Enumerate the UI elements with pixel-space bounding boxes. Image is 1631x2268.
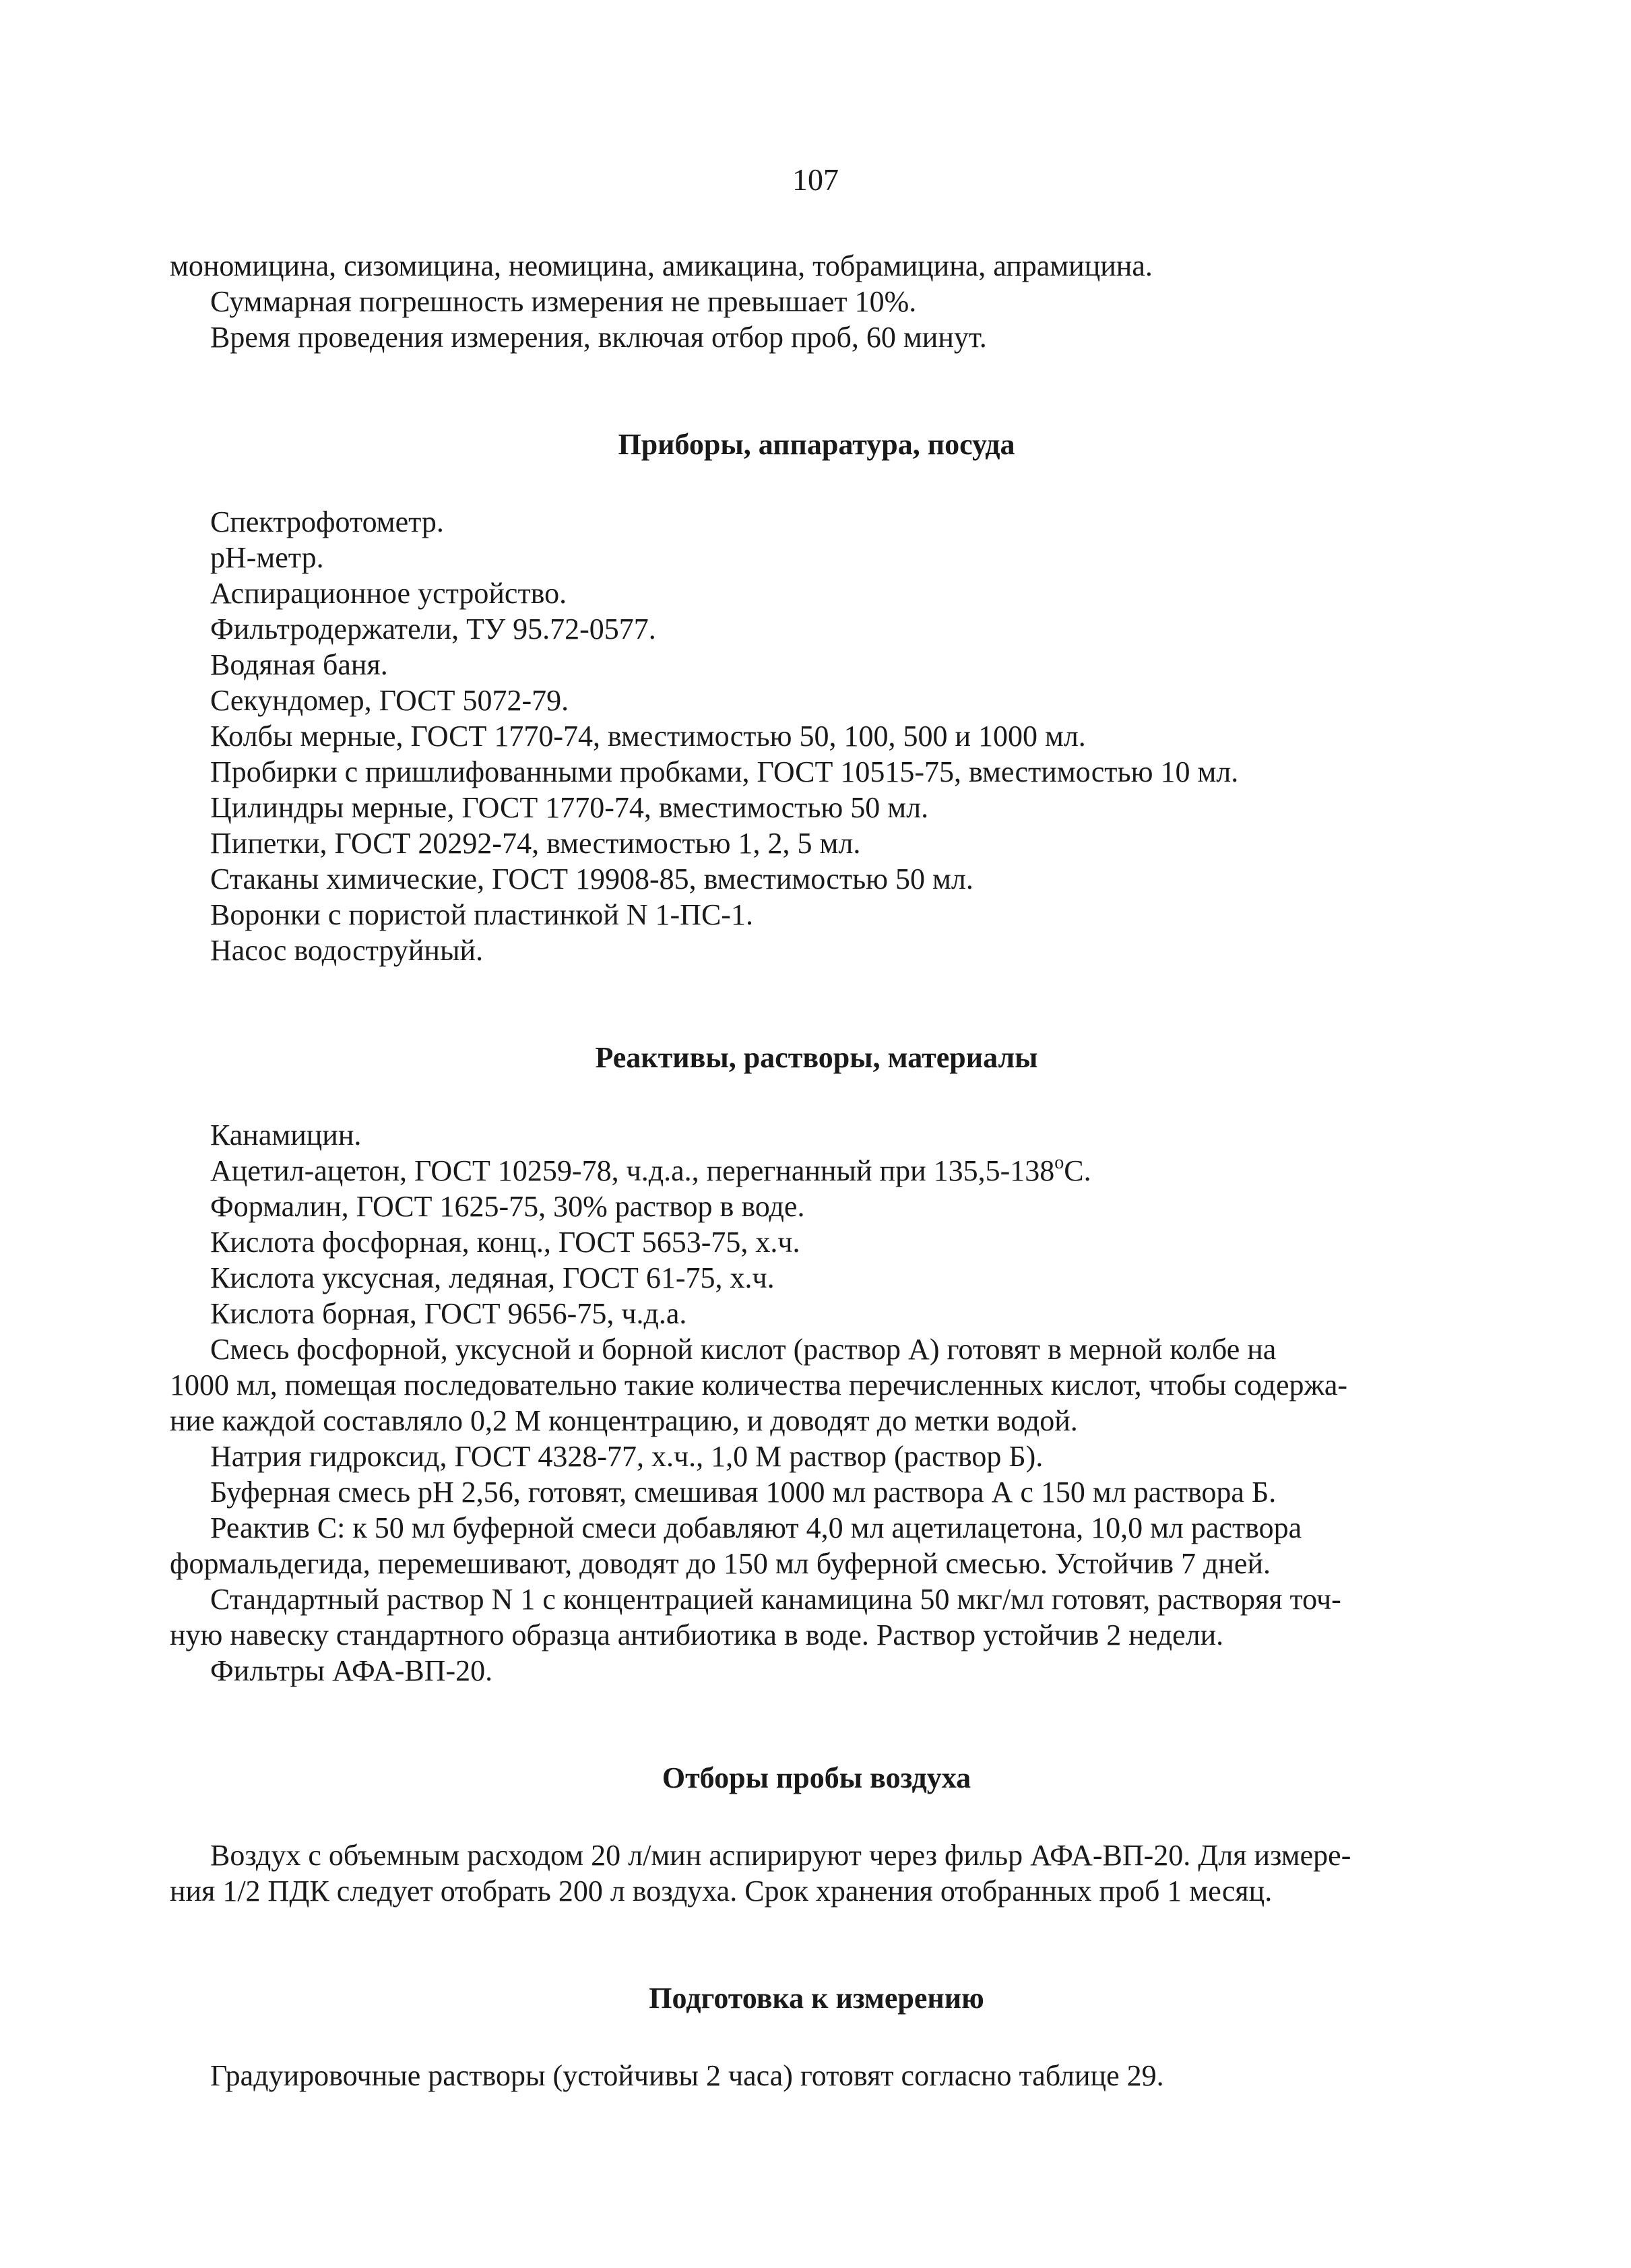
equipment-item: Пипетки, ГОСТ 20292-74, вместимостью 1, 2, 5 мл. xyxy=(210,827,861,860)
equipment-item: Колбы мерные, ГОСТ 1770-74, вместимостью 50, 100, 500 и 1000 мл. xyxy=(210,720,1086,753)
section-title-reagents: Реактивы, растворы, материалы xyxy=(595,1041,1038,1074)
spacer xyxy=(170,968,1463,1040)
reagent-text: Ацетил-ацетон, ГОСТ 10259-78, ч.д.а., перегнанный при 135,5-138 xyxy=(210,1154,1055,1187)
paragraph-line: формальдегида, перемешивают, доводят до 150 мл буферной смесью. Устойчив 7 дней. xyxy=(170,1547,1271,1580)
degree-sign: о xyxy=(1054,1152,1064,1173)
paragraph-line: Воздух с объемным расходом 20 л/мин аспирируют через фильр АФА-ВП-20. Для измере- xyxy=(210,1839,1351,1872)
reagent-item: Формалин, ГОСТ 1625-75, 30% раствор в воде. xyxy=(210,1190,805,1223)
page-content xyxy=(170,248,1463,2093)
intro-line: Суммарная погрешность измерения не превышает 10%. xyxy=(210,285,917,318)
equipment-item: pH-метр. xyxy=(210,541,324,574)
page-number: 107 xyxy=(792,162,839,197)
reagent-item: Фильтры АФА-ВП-20. xyxy=(210,1654,493,1687)
paragraph-standard xyxy=(170,1581,1463,1653)
equipment-item: Пробирки с пришлифованными пробками, ГОСТ 10515-75, вместимостью 10 мл. xyxy=(210,755,1239,788)
spacer xyxy=(170,2016,1463,2058)
spacer xyxy=(170,355,1463,427)
paragraph-line: Стандартный раствор N 1 с концентрацией канамицина 50 мкг/мл готовят, растворяя точ- xyxy=(210,1583,1341,1616)
paragraph-mixture xyxy=(170,1331,1463,1439)
equipment-item: Фильтродержатели, ТУ 95.72-0577. xyxy=(210,612,656,645)
equipment-item: Водяная баня. xyxy=(210,648,388,681)
paragraph-line: ния 1/2 ПДК следует отобрать 200 л воздуха. Срок хранения отобранных проб 1 месяц. xyxy=(170,1875,1273,1908)
intro-line: Время проведения измерения, включая отбор проб, 60 минут. xyxy=(210,321,987,354)
reagent-text: С. xyxy=(1064,1154,1091,1187)
reagent-item: Кислота уксусная, ледяная, ГОСТ 61-75, х.ч. xyxy=(210,1261,775,1294)
equipment-item: Секундомер, ГОСТ 5072-79. xyxy=(210,684,569,717)
equipment-item: Насос водоструйный. xyxy=(210,934,484,967)
spacer xyxy=(170,1075,1463,1117)
equipment-item: Цилиндры мерные, ГОСТ 1770-74, вместимостью 50 мл. xyxy=(210,791,929,824)
reagent-item: Кислота борная, ГОСТ 9656-75, ч.д.а. xyxy=(210,1297,687,1330)
spacer xyxy=(170,1796,1463,1837)
paragraph-sampling xyxy=(170,1837,1463,1909)
paragraph-line: Градуировочные растворы (устойчивы 2 часа) готовят согласно таблице 29. xyxy=(210,2059,1164,2092)
spacer xyxy=(170,462,1463,504)
reagent-item: Буферная смесь pH 2,56, готовят, смешивая 1000 мл раствора А с 150 мл раствора Б. xyxy=(210,1476,1277,1509)
paragraph-line: ние каждой составляло 0,2 М концентрацию, и доводят до метки водой. xyxy=(170,1404,1078,1437)
paragraph-line: Смесь фосфорной, уксусной и борной кислот (раствор А) готовят в мерной колбе на xyxy=(210,1333,1277,1366)
intro-line: мономицина, сизомицина, неомицина, амикацина, тобрамицина, апрамицина. xyxy=(170,249,1153,282)
section-title-sampling: Отборы пробы воздуха xyxy=(662,1761,971,1794)
section-title-preparation: Подготовка к измерению xyxy=(649,1982,984,2015)
equipment-item: Спектрофотометр. xyxy=(210,505,444,538)
equipment-item: Стаканы химические, ГОСТ 19908-85, вместимостью 50 мл. xyxy=(210,862,973,895)
spacer xyxy=(170,1909,1463,1980)
paragraph-line: 1000 мл, помещая последовательно такие количества перечисленных кислот, чтобы содержа- xyxy=(170,1368,1348,1401)
reagent-item: Кислота фосфорная, конц., ГОСТ 5653-75, х.ч. xyxy=(210,1226,800,1259)
equipment-item: Воронки с пористой пластинкой N 1-ПС-1. xyxy=(210,898,753,931)
paragraph-line: Реактив С: к 50 мл буферной смеси добавляют 4,0 мл ацетилацетона, 10,0 мл раствора xyxy=(210,1511,1302,1544)
spacer xyxy=(170,1689,1463,1760)
paragraph-line: ную навеску стандартного образца антибиотика в воде. Раствор устойчив 2 недели. xyxy=(170,1618,1224,1651)
reagent-item xyxy=(170,1153,1463,1189)
section-title-equipment: Приборы, аппаратура, посуда xyxy=(618,428,1015,461)
equipment-item: Аспирационное устройство. xyxy=(210,577,567,610)
reagent-item: Натрия гидроксид, ГОСТ 4328-77, х.ч., 1,0 М раствор (раствор Б). xyxy=(210,1440,1044,1473)
reagent-item: Канамицин. xyxy=(210,1119,362,1152)
paragraph-reagent-c xyxy=(170,1510,1463,1581)
